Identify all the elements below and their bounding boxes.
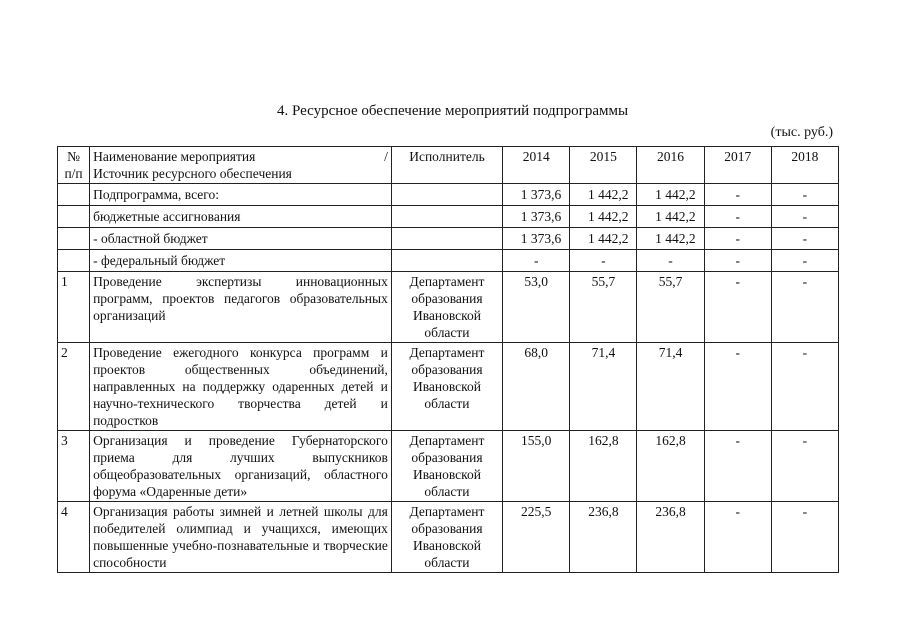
item-value: 236,8 [637, 502, 704, 573]
header-row [58, 147, 839, 184]
summary-no-cell [58, 228, 90, 250]
item-value: - [771, 343, 838, 431]
item-name: Организация и проведение Губернаторского приема для лучших выпускников общеобразовательных организаций, областного форума «Одаренные дети» [90, 431, 392, 502]
header-year: 2014 [503, 147, 570, 184]
table-row [58, 502, 839, 573]
item-name: Проведение ежегодного конкурса программ и проектов общественных объединений, направленных на поддержку одаренных детей и научно-технического творчества детей и подростков [90, 343, 392, 431]
summary-value: - [704, 184, 771, 206]
header-name-line1: Наименование мероприятия [93, 149, 256, 164]
summary-value: - [637, 250, 704, 272]
summary-row [58, 250, 839, 272]
summary-value: 1 373,6 [503, 184, 570, 206]
item-name: Проведение экспертизы инновационных программ, проектов педагогов образовательных организаций [90, 272, 392, 343]
header-year: 2018 [771, 147, 838, 184]
item-no: 4 [58, 502, 90, 573]
summary-label: - федеральный бюджет [90, 250, 392, 272]
item-value: - [704, 502, 771, 573]
resource-table [57, 146, 839, 573]
item-value: 53,0 [503, 272, 570, 343]
summary-value: - [771, 184, 838, 206]
summary-label: - областной бюджет [90, 228, 392, 250]
summary-row [58, 206, 839, 228]
summary-executor-cell [391, 228, 502, 250]
summary-executor-cell [391, 184, 502, 206]
header-name-line2: Источник ресурсного обеспечения [93, 166, 292, 181]
summary-value: - [570, 250, 637, 272]
item-value: 55,7 [570, 272, 637, 343]
table-row [58, 272, 839, 343]
item-executor: Департамент образования Ивановской области [391, 431, 502, 502]
page-title: 4. Ресурсное обеспечение мероприятий подпрограммы [276, 103, 629, 119]
header-name-slash: / [384, 149, 388, 164]
item-value: - [771, 502, 838, 573]
summary-value: 1 442,2 [570, 184, 637, 206]
header-year: 2015 [570, 147, 637, 184]
item-value: 68,0 [503, 343, 570, 431]
summary-executor-cell [391, 206, 502, 228]
summary-value: 1 442,2 [637, 228, 704, 250]
item-value: - [771, 272, 838, 343]
item-value: 71,4 [637, 343, 704, 431]
header-year: 2016 [637, 147, 704, 184]
table-row [58, 431, 839, 502]
item-value: 55,7 [637, 272, 704, 343]
item-value: 162,8 [637, 431, 704, 502]
item-name: Организация работы зимней и летней школы для победителей олимпиад и учащихся, имеющих повышенные учебно-познавательные и творческие способности [90, 502, 392, 573]
item-value: - [704, 272, 771, 343]
item-executor: Департамент образования Ивановской области [391, 502, 502, 573]
summary-value: 1 442,2 [570, 228, 637, 250]
item-value: - [704, 343, 771, 431]
summary-value: - [503, 250, 570, 272]
summary-value: - [704, 206, 771, 228]
summary-value: - [704, 250, 771, 272]
item-no: 2 [58, 343, 90, 431]
item-value: - [771, 431, 838, 502]
summary-no-cell [58, 184, 90, 206]
units-label: (тыс. руб.) [770, 125, 833, 140]
table-row [58, 343, 839, 431]
summary-value: 1 442,2 [637, 184, 704, 206]
summary-value: - [771, 206, 838, 228]
item-value: - [704, 431, 771, 502]
item-value: 162,8 [570, 431, 637, 502]
summary-value: - [771, 250, 838, 272]
item-no: 1 [58, 272, 90, 343]
summary-value: 1 373,6 [503, 206, 570, 228]
item-value: 236,8 [570, 502, 637, 573]
summary-row [58, 184, 839, 206]
summary-label: Подпрограмма, всего: [90, 184, 392, 206]
summary-value: 1 442,2 [570, 206, 637, 228]
item-no: 3 [58, 431, 90, 502]
summary-row [58, 228, 839, 250]
item-value: 225,5 [503, 502, 570, 573]
item-executor: Департамент образования Ивановской области [391, 343, 502, 431]
header-name [90, 147, 392, 184]
summary-label: бюджетные ассигнования [90, 206, 392, 228]
header-year: 2017 [704, 147, 771, 184]
summary-value: 1 442,2 [637, 206, 704, 228]
summary-no-cell [58, 206, 90, 228]
item-value: 71,4 [570, 343, 637, 431]
header-executor: Исполнитель [391, 147, 502, 184]
summary-executor-cell [391, 250, 502, 272]
item-executor: Департамент образования Ивановской области [391, 272, 502, 343]
summary-no-cell [58, 250, 90, 272]
header-no: № п/п [58, 147, 90, 184]
summary-value: 1 373,6 [503, 228, 570, 250]
summary-value: - [771, 228, 838, 250]
item-value: 155,0 [503, 431, 570, 502]
summary-value: - [704, 228, 771, 250]
